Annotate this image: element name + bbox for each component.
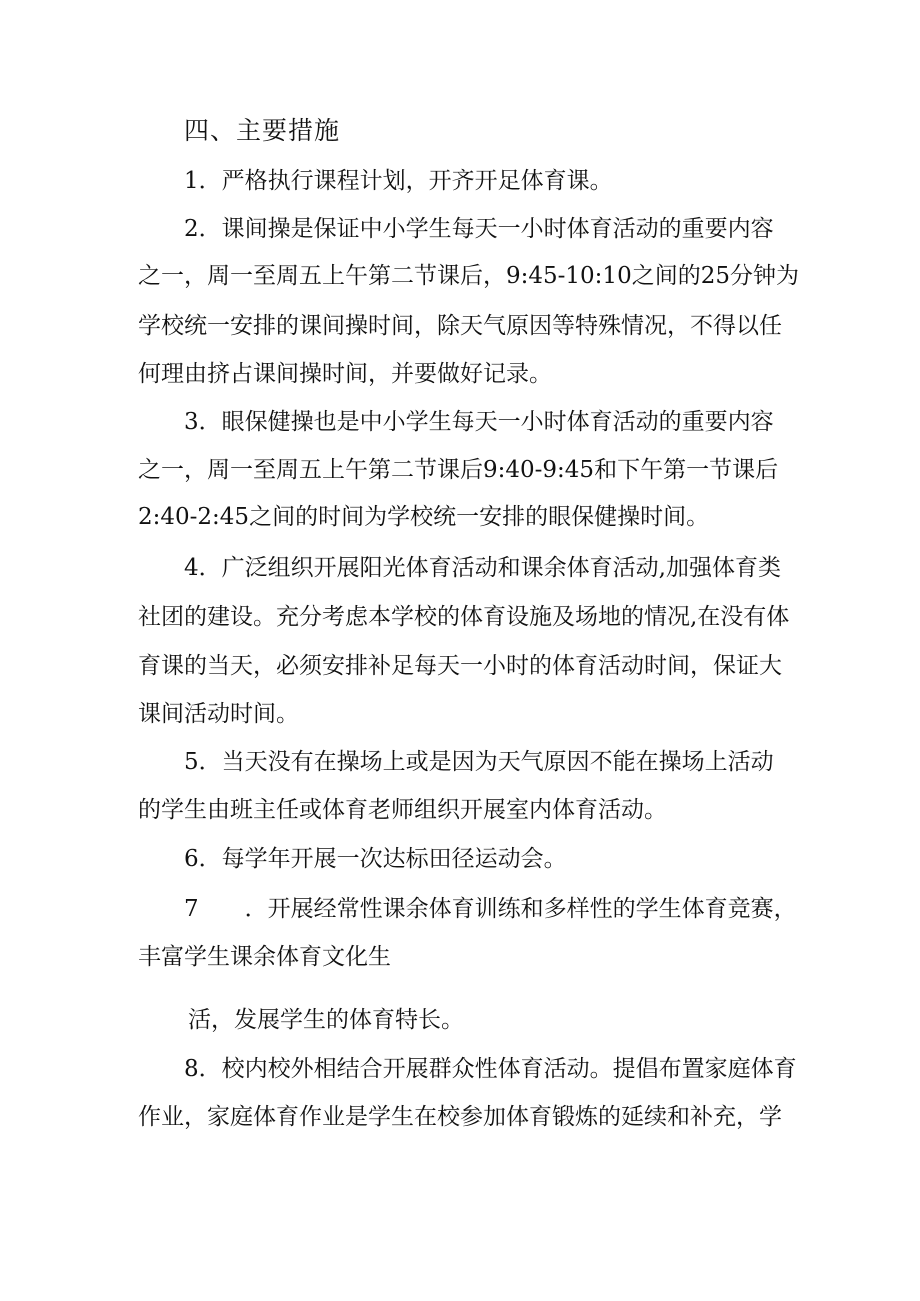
paragraph-1-line-1: 1．严格执行课程计划，开齐开足体育课。 [184, 168, 613, 194]
paragraph-2-line-3: 学校统一安排的课间操时间，除天气原因等特殊情况，不得以任 [138, 313, 782, 339]
paragraph-2-line-1: 2．课间操是保证中小学生每天一小时体育活动的重要内容 [184, 216, 774, 242]
paragraph-8-line-2: 作业，家庭体育作业是学生在校参加体育锻炼的延续和补充，学 [138, 1104, 782, 1130]
paragraph-5-line-1: 5．当天没有在操场上或是因为天气原因不能在操场上活动 [184, 749, 774, 775]
paragraph-2-line-4: 何理由挤占课间操时间，并要做好记录。 [138, 361, 552, 387]
paragraph-3-line-2: 之一，周一至周五上午第二节课后9:40-9:45和下午第一节课后 [138, 457, 779, 483]
paragraph-4-line-4: 课间活动时间。 [138, 701, 299, 727]
paragraph-8-line-1: 8．校内校外相结合开展群众性体育活动。提倡布置家庭体育 [184, 1056, 797, 1082]
paragraph-7-line-3: 活，发展学生的体育特长。 [188, 1007, 464, 1033]
paragraph-5-line-2: 的学生由班主任或体育老师组织开展室内体育活动。 [138, 797, 667, 823]
paragraph-6-line-1: 6．每学年开展一次达标田径运动会。 [184, 846, 567, 872]
paragraph-3-line-1: 3．眼保健操也是中小学生每天一小时体育活动的重要内容 [184, 409, 774, 435]
paragraph-4-line-2: 社团的建设。充分考虑本学校的体育设施及场地的情况,在没有体 [138, 604, 790, 630]
paragraph-7-line-2: 丰富学生课余体育文化生 [138, 944, 391, 970]
paragraph-3-line-3: 2:40-2:45之间的时间为学校统一安排的眼保健操时间。 [138, 504, 710, 530]
paragraph-4-line-1: 4．广泛组织开展阳光体育活动和课余体育活动,加强体育类 [184, 555, 781, 581]
paragraph-4-line-3: 育课的当天，必须安排补足每天一小时的体育活动时间，保证大 [138, 653, 782, 679]
paragraph-7-line-1: 7 ．开展经常性课余体育训练和多样性的学生体育竞赛， [184, 896, 797, 922]
paragraph-2-line-2: 之一，周一至周五上午第二节课后，9:45-10:10之间的25分钟为 [138, 263, 799, 289]
section-heading: 四、主要措施 [184, 116, 341, 145]
